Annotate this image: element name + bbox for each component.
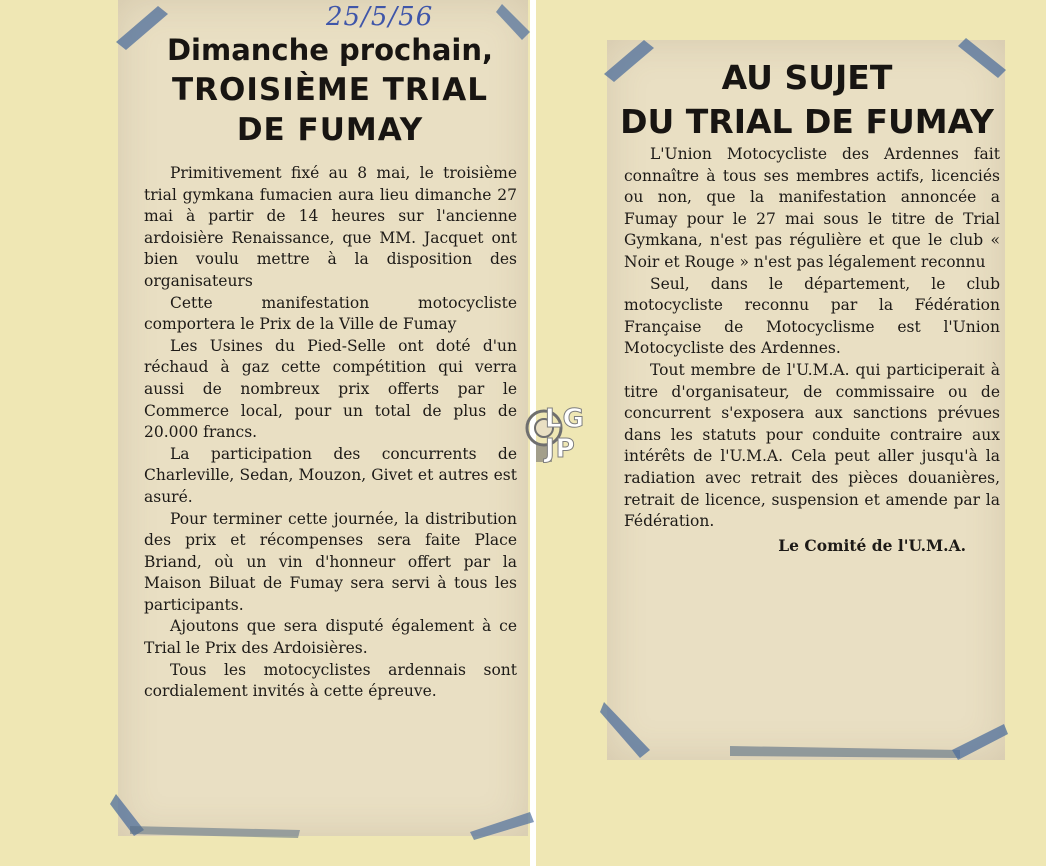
right-headline-line1: AU SUJET bbox=[721, 58, 893, 97]
left-paragraph: Cette manifestation motocycliste comportera le Prix de la Ville de Fumay bbox=[144, 293, 517, 334]
right-paragraph: Seul, dans le département, le club motocycliste reconnu par la Fédération Française de Motocyclisme est l'Union Motocycliste des Ardennes. bbox=[624, 274, 1000, 358]
left-headline-line2: TROISIÈME TRIAL bbox=[171, 72, 489, 108]
left-paragraph: Pour terminer cette journée, la distribution des prix et récompenses sera faite Place Briand, où un vin d'honneur offert par la Maison Biluat de Fumay sera servi à tous les participants. bbox=[144, 509, 517, 614]
left-headline-line3: DE FUMAY bbox=[236, 112, 424, 148]
right-article-body bbox=[624, 144, 1000, 556]
watermark-line1: LG bbox=[545, 404, 585, 434]
right-paragraph: Tout membre de l'U.M.A. qui participerait à titre d'organisateur, de commissaire ou de concurrent s'exposera aux sanctions prévues dans les statuts pour conduite contraire aux intérêts de l'U.M.A. Cela peut aller jusqu'à la radiation avec retrait des pièces douanières, retrait de licence, suspension et amende par la Fédération. bbox=[624, 360, 1000, 531]
right-headline bbox=[612, 56, 1002, 144]
left-paragraph: La participation des concurrents de Charleville, Sedan, Mouzon, Givet et autres est asuré. bbox=[144, 444, 517, 506]
left-paragraph: Les Usines du Pied-Selle ont doté d'un réchaud à gaz cette compétition qui verra aussi de nombreux prix offerts par le Commerce local, pour un total de plus de 20.000 francs. bbox=[144, 336, 517, 442]
right-paragraph: L'Union Motocycliste des Ardennes fait connaître à tous ses membres actifs, licenciés ou non, que la manifestation annoncée a Fumay pour le 27 mai sous le titre de Trial Gymkana, n'est pas régulière et que le club « Noir et Rouge » n'est pas légalement reconnu bbox=[624, 145, 1000, 271]
left-headline-line1: Dimanche prochain, bbox=[166, 33, 494, 67]
left-paragraph: Primitivement fixé au 8 mai, le troisième trial gymkana fumacien aura lieu dimanche 27 mai à partir de 14 heures sur l'ancienne ardoisière Renaissance, que MM. Jacquet ont bien voulu mettre à la disposition des organisateurs bbox=[144, 164, 517, 290]
handwritten-date: 25/5/56 bbox=[326, 2, 434, 32]
right-headline-line2: DU TRIAL DE FUMAY bbox=[620, 102, 994, 141]
watermark-line2: JP bbox=[545, 434, 576, 464]
left-paragraph: Tous les motocyclistes ardennais sont cordialement invités à cette épreuve. bbox=[144, 660, 517, 701]
watermark-letters bbox=[545, 404, 593, 464]
left-article-body bbox=[144, 163, 517, 703]
left-paragraph: Ajoutons que sera disputé également à ce Trial le Prix des Ardoisières. bbox=[144, 617, 517, 658]
left-headline bbox=[150, 30, 510, 150]
right-article-signature: Le Comité de l'U.M.A. bbox=[778, 535, 966, 555]
